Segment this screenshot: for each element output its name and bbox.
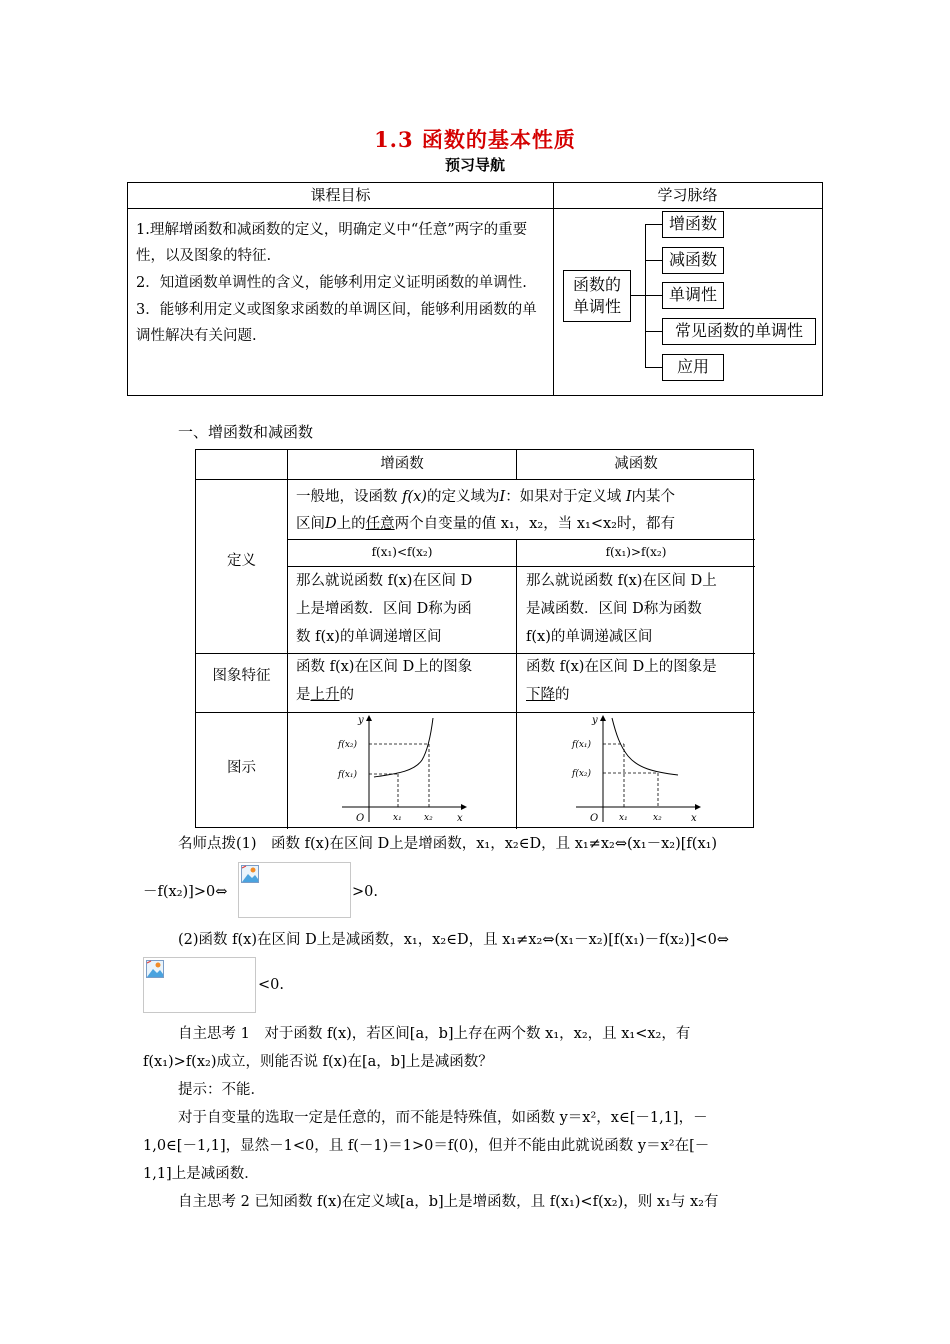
x-label: x	[691, 813, 697, 824]
def-text: I	[499, 489, 506, 505]
hint: 提示：不能．	[178, 1082, 265, 1098]
decreasing-curve	[612, 718, 678, 775]
tip1-line1: 名师点拨(1) 函数 f(x)在区间 D上是增函数，x₁，x₂∈D，且 x₁≠x₂⇔(x₁－x₂)[f(x₁)	[178, 836, 718, 852]
def-text: 两个自变量的值	[394, 516, 497, 532]
decreasing-definition	[526, 567, 754, 651]
definition-line1	[296, 483, 751, 511]
think1-line1: 自主思考 1 对于函数 f(x)，若区间[a，b]上存在两个数 x₁，x₂，且 x₁<x₂，有	[178, 1026, 691, 1042]
def-text: 的定义域为	[426, 489, 500, 505]
increasing-curve	[374, 718, 433, 777]
x-label: x	[457, 813, 463, 824]
header-outline: 学习脉络	[553, 183, 822, 209]
origin-label: O	[590, 813, 599, 824]
goal-item: 1.理解增函数和减函数的定义，明确定义中“任意”两字的重要性，以及图象的特征.	[136, 222, 528, 264]
feature-keyword: 下降	[526, 687, 555, 703]
header-goals: 课程目标	[128, 183, 553, 209]
inc-line: 数 f(x)的单调递增区间	[296, 629, 442, 645]
def-text: 内某个	[631, 489, 676, 505]
think2-line1: 自主思考 2 已知函数 f(x)在定义域[a，b]上是增函数，且 f(x₁)<f(x₂)，则 x₁与 x₂有	[178, 1194, 719, 1210]
goal-item: 2．知道函数单调性的含义，能够利用定义证明函数的单调性.	[136, 275, 527, 291]
mindmap-branch-application: 应用	[662, 354, 724, 381]
fx2-label: f(x₂)	[572, 769, 592, 779]
feature-text: 是	[296, 687, 311, 703]
def-text: ：如果对于定义域	[505, 489, 622, 505]
tip2-line1: (2)函数 f(x)在区间 D上是减函数，x₁，x₂∈D，且 x₁≠x₂⇔(x₁－x₂)[f(x₁)－f(x₂)]<0⇔	[178, 932, 729, 948]
condition-increasing: f(x₁)<f(x₂)	[371, 545, 433, 559]
increasing-definition	[296, 567, 514, 651]
def-text: x₁，x₂，当 x₁<x₂时，都有	[500, 516, 675, 532]
inc-line: 上是增函数．区间 D称为函	[296, 601, 472, 617]
think1-line2: f(x₁)>f(x₂)成立，则能否说 f(x)在[a，b]上是减函数？	[143, 1054, 493, 1070]
x1-label: x₁	[619, 813, 628, 823]
dec-line: 是减函数．区间 D称为函数	[526, 601, 702, 617]
mindmap-branch-decreasing: 减函数	[662, 247, 724, 274]
definition-table	[195, 449, 754, 828]
answer-line1: 对于自变量的选取一定是任意的，而不能是特殊值，如函数 y＝x²，x∈[－1,1]，－	[178, 1110, 708, 1126]
broken-image-icon	[146, 960, 164, 978]
tip1-line2-end: >0.	[352, 884, 378, 900]
tip1-line2: －f(x₂)]>0⇔	[143, 884, 228, 900]
answer-line2: 1,0∈[－1,1]，显然－1<0，且 f(－1)＝1>0＝f(0)，但并不能由此就说函数 y＝x²在[－	[143, 1138, 710, 1154]
page-subtitle: 预习导航	[444, 156, 505, 174]
row-figure: 图示	[227, 760, 256, 776]
row-definition: 定义	[227, 553, 256, 569]
mindmap-root-line2: 单调性	[572, 297, 621, 316]
col-decreasing: 减函数	[614, 456, 658, 472]
mindmap-branch-increasing: 增函数	[662, 211, 724, 238]
fx1-label: f(x₁)	[572, 740, 592, 750]
fx2-label: f(x₂)	[338, 740, 358, 750]
mindmap-branch-common: 常见函数的单调性	[662, 318, 816, 345]
def-keyword: 任意	[365, 516, 395, 532]
formula-image-placeholder	[238, 862, 351, 918]
tip2-line2-end: <0.	[258, 977, 284, 993]
dec-line: f(x)的单调递减区间	[526, 629, 653, 645]
def-text: f(x)	[402, 489, 427, 505]
mindmap-branch-monotonicity: 单调性	[662, 282, 724, 309]
feature-decreasing	[526, 653, 754, 709]
feature-text: 的	[555, 687, 570, 703]
y-label: y	[358, 715, 364, 726]
increasing-graph	[334, 712, 474, 828]
row-feature: 图象特征	[212, 668, 271, 684]
mindmap-root-line1: 函数的	[572, 275, 621, 294]
goal-item: 3．能够利用定义或图象求函数的单调区间，能够利用函数的单调性解决有关问题.	[136, 302, 537, 344]
def-text: D	[325, 516, 337, 532]
def-text: 一般地，设函数	[296, 489, 398, 505]
col-increasing: 增函数	[380, 456, 424, 472]
feature-increasing	[296, 653, 514, 709]
feature-text: 函数 f(x)在区间 D上的图象是	[526, 659, 717, 675]
x2-label: x₂	[424, 813, 433, 823]
fx1-label: f(x₁)	[338, 770, 358, 780]
def-text: 区间	[296, 516, 325, 532]
broken-image-icon	[241, 865, 259, 883]
decreasing-graph	[568, 712, 708, 828]
formula-image-placeholder	[143, 957, 256, 1013]
section-heading: 一、增函数和减函数	[178, 423, 314, 441]
dec-line: 那么就说函数 f(x)在区间 D上	[526, 573, 717, 589]
feature-keyword: 上升	[310, 687, 340, 703]
x2-label: x₂	[653, 813, 662, 823]
x1-label: x₁	[393, 813, 402, 823]
y-label: y	[592, 715, 598, 726]
page-title: 1.3 函数的基本性质	[374, 127, 576, 152]
def-text: 上的	[336, 516, 366, 532]
definition-line2	[296, 510, 751, 538]
condition-decreasing: f(x₁)>f(x₂)	[605, 545, 667, 559]
goals-list	[136, 217, 546, 350]
mindmap-root	[563, 270, 631, 322]
inc-line: 那么就说函数 f(x)在区间 D	[296, 573, 473, 589]
origin-label: O	[356, 813, 365, 824]
feature-text: 的	[339, 687, 354, 703]
answer-line3: 1,1]上是减函数．	[143, 1166, 259, 1182]
def-text: I	[625, 489, 632, 505]
feature-text: 函数 f(x)在区间 D上的图象	[296, 659, 473, 675]
